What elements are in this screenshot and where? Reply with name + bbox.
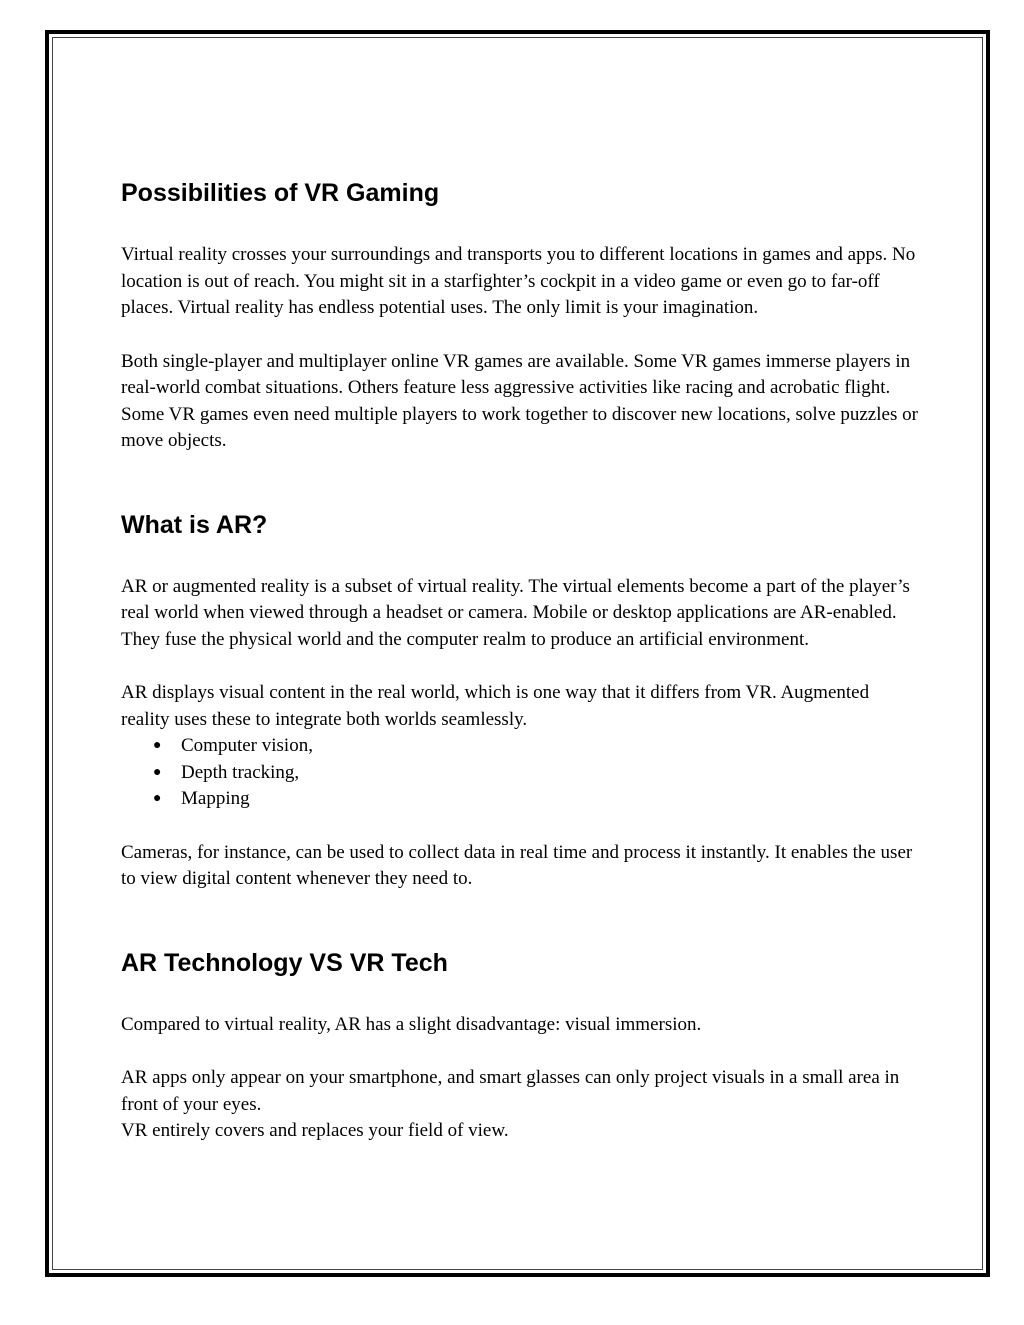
paragraph-ar-differs: AR displays visual content in the real world, which is one way that it differs from VR. Augmented reality uses these to integrate both worlds seamlessly. <box>121 682 870 730</box>
section-heading-vr-gaming: Possibilities of VR Gaming <box>121 179 440 207</box>
list-item-label: Mapping <box>181 788 250 809</box>
paragraph-vr-games: Both single-player and multiplayer online VR games are available. Some VR games immerse players in real-world combat situations. Others feature less aggressive activities like racing and acrobatic flight. Some VR games even need multiple players to work together to discover new locations, solve puzzles or move objects. <box>121 350 918 451</box>
section-heading-ar-vs-vr: AR Technology VS VR Tech <box>121 948 448 977</box>
document-content <box>121 176 921 1145</box>
list-item-label: Computer vision, <box>181 735 313 756</box>
paragraph-vr-possibilities: Virtual reality crosses your surroundings and transports you to different locations in games and apps. No location is out of reach. You might sit in a starfighter’s cockpit in a video game or even go to far-off places. Virtual reality has endless potential uses. The only limit is your imagination. <box>121 244 916 318</box>
section-heading-what-is-ar: What is AR? <box>121 510 268 539</box>
ar-technologies-list <box>121 733 921 813</box>
list-item-label: Depth tracking, <box>181 761 300 783</box>
paragraph-ar-apps: AR apps only appear on your smartphone, and smart glasses can only project visuals in a small area in front of your eyes. <box>121 1067 900 1115</box>
list-item <box>121 786 921 813</box>
list-item <box>121 733 921 760</box>
paragraph-ar-definition: AR or augmented reality is a subset of virtual reality. The virtual elements become a part of the player’s real world when viewed through a headset or camera. Mobile or desktop applications are AR-enabled. They fuse the physical world and the computer realm to produce an artificial environment. <box>121 575 910 650</box>
bullet-icon: ● <box>153 791 162 806</box>
paragraph-vr-covers: VR entirely covers and replaces your field of view. <box>121 1120 509 1141</box>
list-item <box>121 760 921 787</box>
bullet-icon: ● <box>153 738 162 753</box>
bullet-icon: ● <box>153 764 162 780</box>
paragraph-ar-cameras: Cameras, for instance, can be used to collect data in real time and process it instantly. It enables the user to view digital content whenever they need to. <box>121 841 913 889</box>
paragraph-ar-disadvantage: Compared to virtual reality, AR has a slight disadvantage: visual immersion. <box>121 1013 702 1035</box>
